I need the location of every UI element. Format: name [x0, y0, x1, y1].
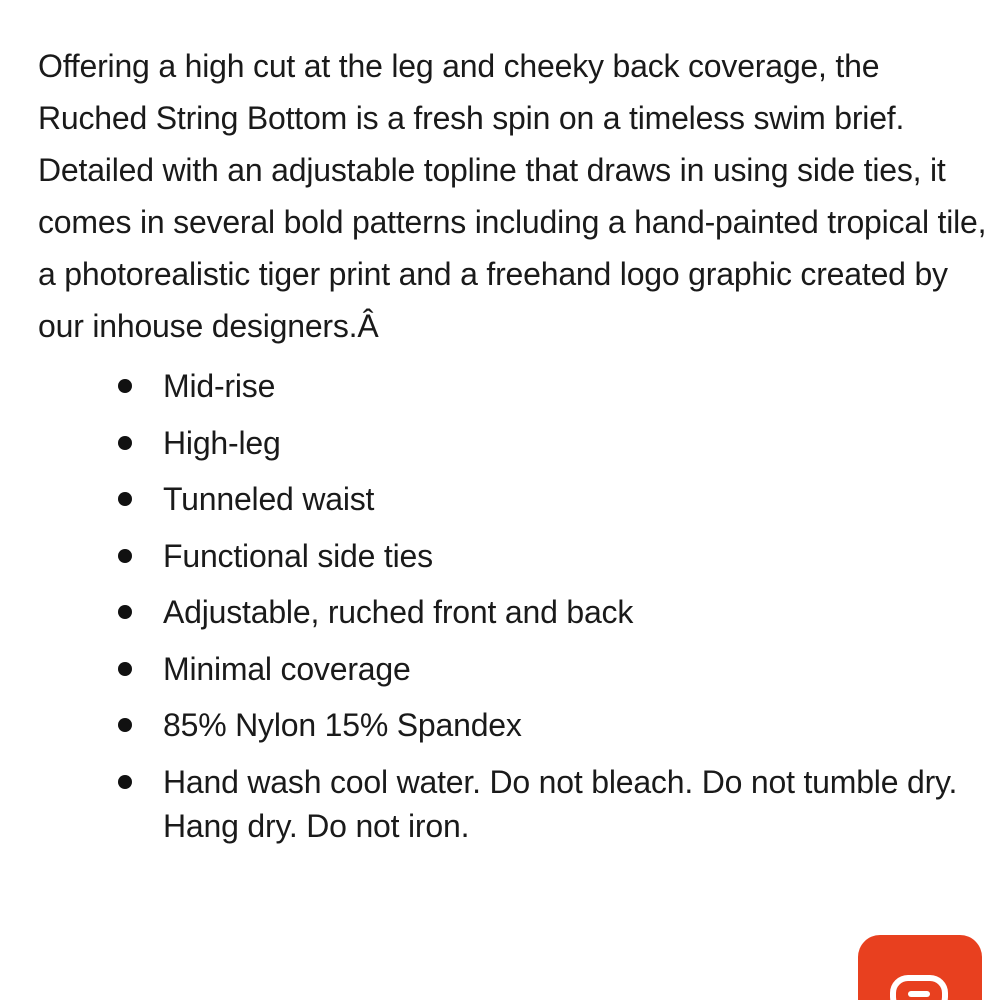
- feature-text: High-leg: [163, 424, 281, 461]
- feature-text: Mid-rise: [163, 368, 276, 404]
- bullet-icon: [118, 775, 132, 789]
- feature-text: Hand wash cool water. Do not bleach. Do not tumble dry. Hang dry. Do not iron.: [163, 763, 958, 844]
- bullet-icon: [118, 718, 132, 732]
- feature-list: [0, 364, 1000, 860]
- feature-text: Minimal coverage: [163, 650, 411, 687]
- bullet-icon: [118, 662, 132, 676]
- chat-button[interactable]: [858, 935, 982, 1000]
- list-item: [0, 364, 973, 408]
- feature-text: Tunneled waist: [163, 481, 375, 517]
- feature-text: 85% Nylon 15% Spandex: [163, 707, 522, 743]
- list-item: [0, 703, 973, 747]
- bullet-icon: [118, 436, 132, 450]
- list-item: [0, 647, 973, 691]
- list-item: [0, 421, 973, 465]
- chat-bubble-icon: [890, 975, 948, 1000]
- list-item: [0, 760, 973, 848]
- product-description: Offering a high cut at the leg and cheeky back coverage, the Ruched String Bottom is a fresh spin on a timeless swim brief. Detailed with an adjustable topline that draws in using side ties, it comes in several bold patterns including a hand-painted tropical tile, a photorealistic tiger print and a freehand logo graphic created by our inhouse designers.Â: [38, 48, 987, 344]
- list-item: [0, 590, 973, 634]
- list-item: [0, 534, 973, 578]
- bullet-icon: [118, 379, 132, 393]
- bullet-icon: [118, 605, 132, 619]
- bullet-icon: [118, 549, 132, 563]
- list-item: [0, 477, 973, 521]
- feature-text: Adjustable, ruched front and back: [163, 594, 634, 630]
- feature-text: Functional side ties: [163, 537, 433, 574]
- bullet-icon: [118, 492, 132, 506]
